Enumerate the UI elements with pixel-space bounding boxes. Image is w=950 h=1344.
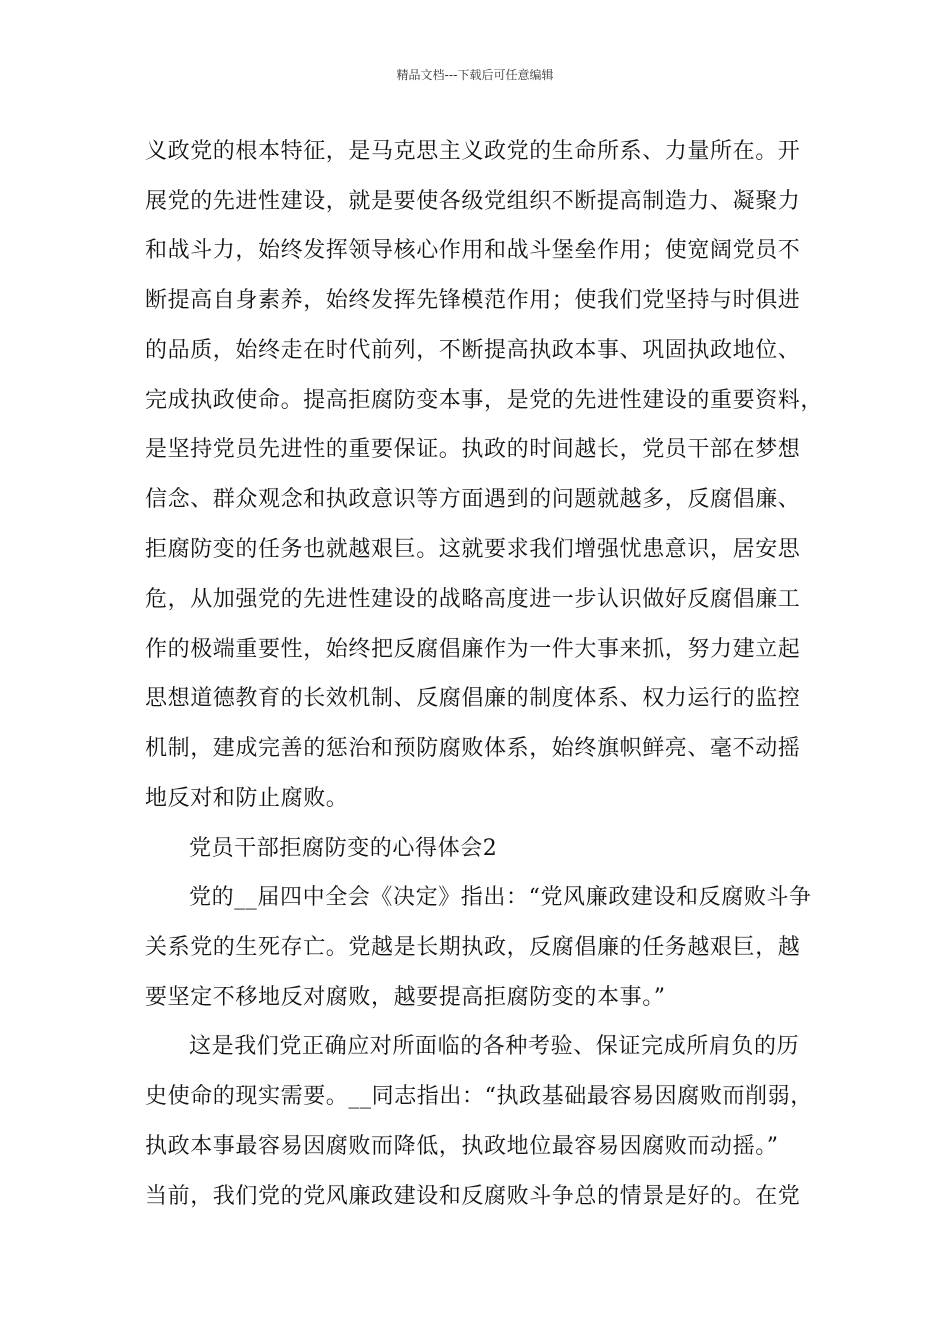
- body-line: 的品质，始终走在时代前列，不断提高执政本事、巩固执政地位、: [145, 338, 801, 363]
- body-line: 完成执政使命。提高拒腐防变本事，是党的先进性建设的重要资料，: [145, 388, 824, 413]
- body-line: 要坚定不移地反对腐败，越要提高拒腐防变的本事。”: [145, 985, 666, 1010]
- body-line: 危，从加强党的先进性建设的战略高度进一步认识做好反腐倡廉工: [145, 587, 801, 612]
- body-line: 当前，我们党的党风廉政建设和反腐败斗争总的情景是好的。在党: [145, 1184, 801, 1209]
- body-line: 和战斗力，始终发挥领导核心作用和战斗堡垒作用；使宽阔党员不: [145, 238, 801, 263]
- body-line: 展党的先进性建设，就是要使各级党组织不断提高制造力、凝聚力: [145, 189, 801, 214]
- body-line: 机制，建成完善的惩治和预防腐败体系，始终旗帜鲜亮、毫不动摇: [145, 736, 801, 761]
- body-line: 史使命的现实需要。__同志指出：“执政基础最容易因腐败而削弱，: [145, 1084, 813, 1109]
- body-line: 执政本事最容易因腐败而降低，执政地位最容易因腐败而动摇。”: [145, 1134, 779, 1159]
- body-line: 义政党的根本特征，是马克思主义政党的生命所系、力量所在。开: [145, 139, 801, 164]
- section-heading: 党员干部拒腐防变的心得体会2: [189, 836, 498, 861]
- body-line: 拒腐防变的任务也就越艰巨。这就要求我们增强忧患意识，居安思: [145, 537, 801, 562]
- body-line: 关系党的生死存亡。党越是长期执政，反腐倡廉的任务越艰巨，越: [145, 935, 801, 960]
- body-line: 地反对和防止腐败。: [145, 786, 349, 811]
- body-line: 信念、群众观念和执政意识等方面遇到的问题就越多，反腐倡廉、: [145, 487, 801, 512]
- body-line: 这是我们党正确应对所面临的各种考验、保证完成所肩负的历: [189, 1034, 800, 1059]
- page-header: 精品文档---下载后可任意编辑: [396, 68, 554, 82]
- body-line: 是坚持党员先进性的重要保证。执政的时间越长，党员干部在梦想: [145, 437, 801, 462]
- body-line: 作的极端重要性，始终把反腐倡廉作为一件大事来抓，努力建立起: [145, 637, 801, 662]
- body-line: 党的__届四中全会《决定》指出：“党风廉政建设和反腐败斗争: [189, 885, 812, 910]
- body-line: 断提高自身素养，始终发挥先锋模范作用；使我们党坚持与时俱进: [145, 288, 801, 313]
- body-line: 思想道德教育的长效机制、反腐倡廉的制度体系、权力运行的监控: [145, 686, 801, 711]
